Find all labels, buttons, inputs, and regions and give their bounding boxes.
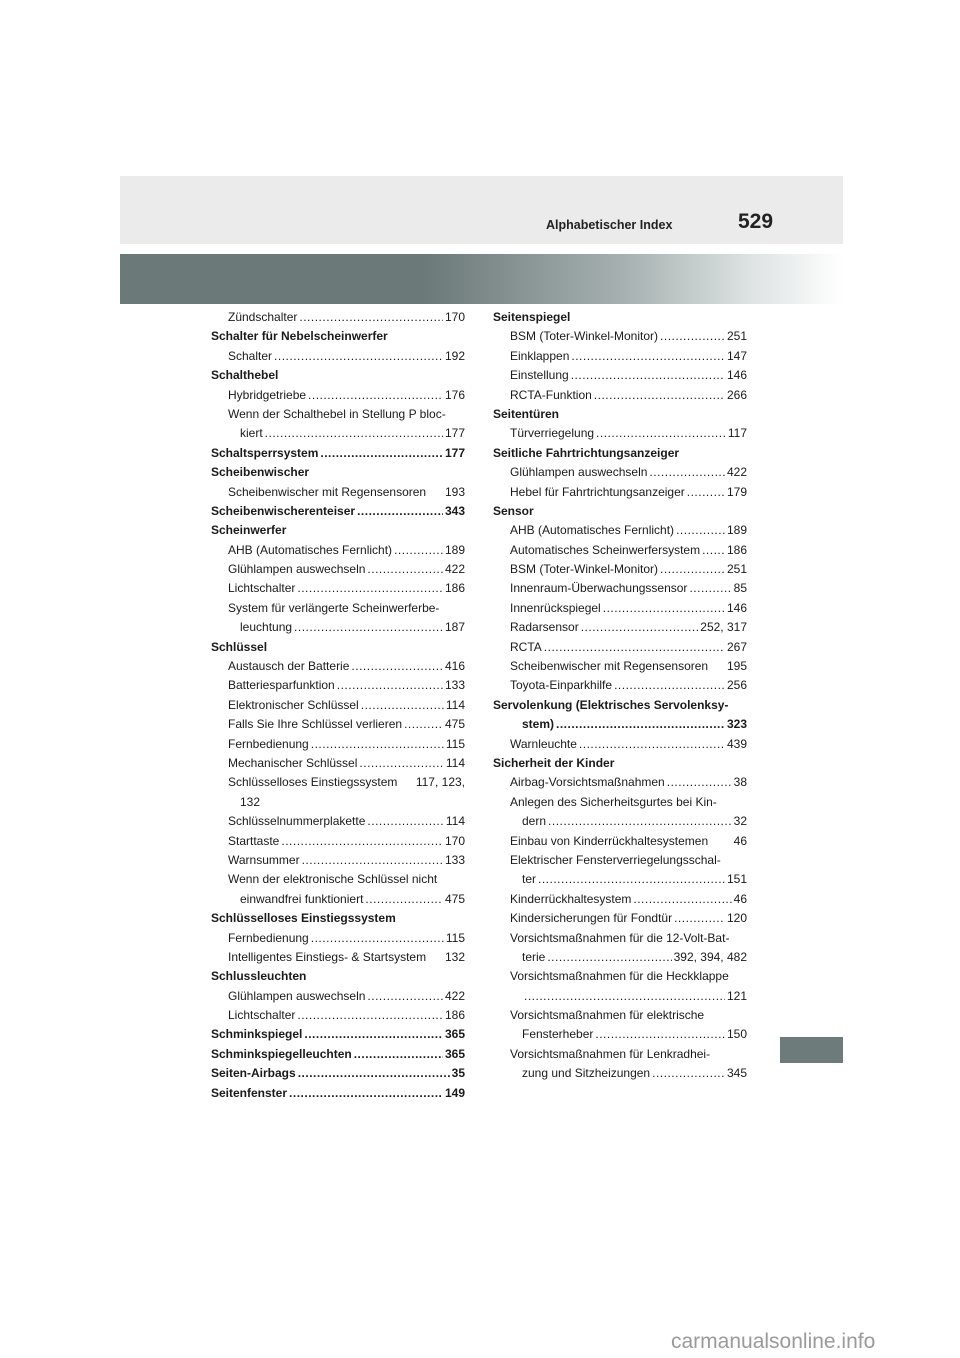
section-title: Alphabetischer Index: [546, 218, 673, 232]
index-entry-term: Fensterheber: [522, 1027, 594, 1042]
index-entry: [211, 638, 465, 657]
index-entry-term: Einklappen: [510, 348, 570, 363]
index-entry-term: Fernbedienung: [228, 930, 309, 945]
index-entry-term: Schalthebel: [211, 368, 279, 383]
index-entry: [211, 1084, 465, 1103]
dot-leader: [579, 735, 725, 754]
index-entry-page: 186: [726, 542, 747, 557]
dot-leader: [581, 618, 699, 637]
index-entry: [211, 1064, 465, 1083]
index-entry-page: 422: [726, 465, 747, 480]
dot-leader: [297, 1006, 443, 1025]
dot-leader: [320, 444, 443, 463]
thumb-index-tab: [780, 1037, 843, 1063]
index-entry: [493, 366, 747, 385]
index-entry-page: 115: [445, 930, 465, 945]
index-entry-page: 422: [444, 562, 465, 577]
index-entry-term: Elektronischer Schlüssel: [228, 697, 359, 712]
dot-leader: [311, 929, 444, 948]
index-entry-page: 251: [726, 562, 747, 577]
index-entry: [493, 793, 747, 812]
index-entry-page: 133: [444, 678, 465, 693]
index-entry-page: 195: [726, 659, 747, 674]
index-entry-term: System für verlängerte Scheinwerferbe-: [228, 600, 440, 615]
index-entry-page: 117: [727, 426, 747, 441]
index-entry-page: 151: [726, 872, 747, 887]
index-entry-term: Servolenkung (Elektrisches Servolenksy-: [493, 697, 729, 712]
index-entry-term: Starttaste: [228, 833, 280, 848]
index-entry: [493, 696, 747, 715]
index-entry-page: 114: [445, 814, 465, 829]
index-entry-term: stem): [522, 717, 555, 732]
dot-leader: [299, 308, 443, 327]
dot-leader: [660, 560, 725, 579]
index-entry: [493, 890, 747, 909]
index-column-left: [211, 308, 465, 1103]
index-entry-term: Schlüsselnummerplakette: [228, 814, 366, 829]
index-entry: [211, 967, 465, 986]
dot-leader: [357, 502, 443, 521]
dot-leader: [367, 560, 443, 579]
index-entry-term: einwandfrei funktioniert: [240, 891, 364, 906]
index-entry-term: Scheibenwischer mit Regensensoren: [228, 484, 427, 499]
index-entry: [493, 870, 747, 889]
index-entry: [211, 599, 465, 618]
index-entry-page: 267: [726, 639, 747, 654]
index-entry: [211, 405, 465, 424]
dot-leader: [359, 754, 443, 773]
index-entry-page: 177: [444, 426, 465, 441]
index-entry: [493, 1064, 747, 1083]
index-entry-page: 120: [726, 911, 747, 926]
index-entry-term: Seitenfenster: [211, 1085, 288, 1100]
index-entry-page: 439: [726, 736, 747, 751]
index-entry-page: 114: [445, 755, 465, 770]
dot-leader: [596, 424, 726, 443]
index-entry-page: 252, 317: [700, 620, 747, 635]
dot-leader: [544, 638, 725, 657]
index-entry: [211, 424, 465, 443]
index-entry-term: AHB (Automatisches Fernlicht): [510, 523, 675, 538]
dot-leader: [633, 890, 731, 909]
dot-leader: [652, 1064, 725, 1083]
dot-leader: [274, 347, 443, 366]
dot-leader: [649, 463, 725, 482]
index-entry-page: 256: [726, 678, 747, 693]
index-entry-term: Schminkspiegel: [211, 1027, 303, 1042]
index-entry-term: Scheibenwischerenteiser: [211, 503, 356, 518]
index-entry: [493, 599, 747, 618]
dot-leader: [304, 1025, 443, 1044]
index-entry-term: Hybridgetriebe: [228, 387, 307, 402]
watermark: carmanualsonline.info: [671, 1330, 876, 1353]
index-entry-page: 149: [444, 1085, 465, 1100]
dot-leader: [361, 696, 444, 715]
dot-leader: [571, 347, 725, 366]
index-entry-page: 475: [444, 891, 465, 906]
index-entry-term: Einbau von Kinderrückhaltesystemen: [510, 833, 709, 848]
index-entry-page: 189: [726, 523, 747, 538]
index-entry: [211, 1025, 465, 1044]
dot-leader: [524, 987, 725, 1006]
index-entry: [493, 386, 747, 405]
index-entry-page: 35: [451, 1066, 465, 1081]
index-entry: [493, 812, 747, 831]
index-entry-term: 132: [240, 794, 261, 809]
index-entry-term: Lichtschalter: [228, 1008, 296, 1023]
dot-leader: [297, 579, 443, 598]
index-entry: [493, 832, 747, 851]
index-entry-term: kiert: [240, 426, 263, 441]
index-entry: [211, 579, 465, 598]
index-entry: [493, 1025, 747, 1044]
index-entry-page: 251: [726, 329, 747, 344]
index-entry-term: Einstellung: [510, 368, 569, 383]
index-entry-page: 266: [726, 387, 747, 402]
index-entry: [211, 929, 465, 948]
index-column-right: [493, 308, 747, 1084]
index-entry: [493, 909, 747, 928]
index-entry-page: 46: [733, 833, 747, 848]
index-entry-page: 365: [444, 1027, 465, 1042]
index-entry: [493, 948, 747, 967]
index-entry-term: Fernbedienung: [228, 736, 309, 751]
index-entry: [493, 444, 747, 463]
index-entry-page: 192: [444, 348, 465, 363]
index-entry-page: 85: [733, 581, 747, 596]
index-entry-page: 133: [444, 852, 465, 867]
index-entry: [211, 521, 465, 540]
index-entry-term: Scheibenwischer: [211, 465, 310, 480]
index-entry-term: zung und Sitzheizungen: [522, 1066, 651, 1081]
index-entry: [493, 541, 747, 560]
index-entry: [493, 327, 747, 346]
index-entry-term: Scheibenwischer mit Regensensoren: [510, 659, 709, 674]
index-entry-page: 117, 123,: [415, 775, 465, 790]
index-entry-page: 32: [733, 814, 747, 829]
index-entry: [493, 715, 747, 734]
index-entry: [493, 618, 747, 637]
index-entry: [211, 948, 465, 967]
index-entry: [493, 521, 747, 540]
index-entry-term: BSM (Toter-Winkel-Monitor): [510, 562, 659, 577]
dot-leader: [302, 851, 443, 870]
index-entry-page: 422: [444, 988, 465, 1003]
index-entry-term: terie: [522, 949, 546, 964]
index-entry-term: RCTA-Funktion: [510, 387, 592, 402]
index-entry-term: Seitliche Fahrtrichtungsanzeiger: [493, 445, 680, 460]
index-entry-term: Glühlampen auswechseln: [510, 465, 648, 480]
index-entry: [211, 890, 465, 909]
dot-leader: [702, 541, 725, 560]
dot-leader: [594, 386, 725, 405]
index-entry-page: 132: [444, 949, 465, 964]
dot-leader: [337, 676, 443, 695]
index-entry: [493, 967, 747, 986]
index-entry: [211, 560, 465, 579]
index-entry-page: 343: [444, 503, 465, 518]
index-entry: [211, 327, 465, 346]
dot-leader: [603, 599, 725, 618]
index-entry: [211, 347, 465, 366]
index-entry-page: 170: [444, 310, 465, 324]
index-entry: [211, 483, 465, 502]
dot-leader: [571, 366, 725, 385]
index-entry-term: Toyota-Einparkhilfe: [510, 678, 613, 693]
index-entry: [211, 366, 465, 385]
dot-leader: [404, 715, 443, 734]
dot-leader: [311, 735, 444, 754]
index-entry-page: 179: [726, 484, 747, 499]
index-entry-term: Schlussleuchten: [211, 969, 307, 984]
index-entry-page: 115: [445, 736, 465, 751]
dot-leader: [614, 676, 725, 695]
index-entry-term: Wenn der Schalthebel in Stellung P bloc-: [228, 406, 446, 421]
index-entry-term: Kindersicherungen für Fondtür: [510, 911, 673, 926]
index-entry-term: Mechanischer Schlüssel: [228, 755, 358, 770]
index-entry-page: 365: [444, 1046, 465, 1061]
dot-leader: [660, 327, 725, 346]
dot-leader: [265, 424, 443, 443]
index-entry: [211, 618, 465, 637]
index-entry: [211, 773, 465, 792]
index-entry-term: Seitenspiegel: [493, 310, 571, 324]
dot-leader: [547, 948, 671, 967]
index-entry-term: ter: [522, 872, 537, 887]
index-entry: [493, 1045, 747, 1064]
index-entry: [493, 929, 747, 948]
index-entry-page: 392, 394, 482: [673, 949, 747, 964]
index-entry-page: 475: [444, 717, 465, 732]
dot-leader: [294, 618, 443, 637]
index-entry: [493, 638, 747, 657]
dot-leader: [281, 832, 443, 851]
index-entry-term: Elektrischer Fensterverriegelungsschal-: [510, 852, 721, 867]
index-entry-page: 46: [733, 891, 747, 906]
dot-leader: [595, 1025, 725, 1044]
index-entry: [493, 347, 747, 366]
index-entry-term: dern: [522, 814, 547, 829]
index-entry: [211, 812, 465, 831]
index-entry: [493, 987, 747, 1006]
index-entry: [493, 1006, 747, 1025]
index-entry-term: leuchtung: [240, 620, 293, 635]
index-entry: [493, 579, 747, 598]
dot-leader: [556, 715, 725, 734]
index-entry: [211, 754, 465, 773]
index-entry: [211, 502, 465, 521]
dot-leader: [351, 657, 443, 676]
index-entry-page: 150: [726, 1027, 747, 1042]
index-entry-term: Schlüsselloses Einstiegssystem: [211, 911, 396, 926]
index-entry-page: 146: [726, 368, 747, 383]
header-band: [120, 176, 843, 244]
index-entry-term: Vorsichtsmaßnahmen für die Heckklappe: [510, 969, 729, 984]
dot-leader: [367, 987, 443, 1006]
index-entry-term: Austausch der Batterie: [228, 659, 350, 674]
index-entry-term: Schalter für Nebelscheinwerfer: [211, 329, 388, 344]
dot-leader: [689, 579, 731, 598]
index-entry: [211, 308, 465, 327]
index-entry: [493, 483, 747, 502]
index-entry-page: 146: [726, 600, 747, 615]
index-entry-term: AHB (Automatisches Fernlicht): [228, 542, 393, 557]
index-entry-page: 147: [726, 348, 747, 363]
index-entry-term: Vorsichtsmaßnahmen für elektrische: [510, 1008, 705, 1023]
index-entry: [211, 386, 465, 405]
index-entry-term: Sensor: [493, 503, 534, 518]
dot-leader: [676, 521, 725, 540]
index-entry-term: Zündschalter: [228, 310, 298, 324]
index-entry-term: Batteriesparfunktion: [228, 678, 335, 693]
page-number: 529: [738, 210, 774, 233]
index-entry: [493, 735, 747, 754]
dot-leader: [308, 386, 443, 405]
dot-leader: [365, 890, 443, 909]
index-entry: [493, 657, 747, 676]
index-entry-term: Schalter: [228, 348, 273, 363]
index-entry: [493, 424, 747, 443]
index-entry-term: Airbag-Vorsichtsmaßnahmen: [510, 775, 665, 790]
index-entry: [493, 851, 747, 870]
index-entry-page: 121: [726, 988, 747, 1003]
index-entry-page: 323: [726, 717, 747, 732]
index-entry-term: Innenrückspiegel: [510, 600, 601, 615]
dot-leader: [674, 909, 725, 928]
index-entry-term: Glühlampen auswechseln: [228, 988, 366, 1003]
index-entry-term: Scheinwerfer: [211, 523, 287, 538]
index-entry-page: 177: [444, 445, 465, 460]
index-entry: [493, 308, 747, 327]
index-entry: [211, 851, 465, 870]
index-entry-term: BSM (Toter-Winkel-Monitor): [510, 329, 659, 344]
index-entry-term: Schaltsperrsystem: [211, 445, 319, 460]
index-entry: [211, 541, 465, 560]
index-entry: [493, 560, 747, 579]
index-entry: [211, 463, 465, 482]
index-entry-term: Anlegen des Sicherheitsgurtes bei Kin-: [510, 794, 717, 809]
index-entry-term: Kinderrückhaltesystem: [510, 891, 632, 906]
index-entry-term: Schlüssel: [211, 639, 268, 654]
dot-leader: [289, 1084, 443, 1103]
index-entry: [493, 502, 747, 521]
index-entry: [493, 676, 747, 695]
index-entry-page: 114: [445, 697, 465, 712]
index-entry-term: RCTA: [510, 639, 542, 654]
dot-leader: [367, 812, 443, 831]
index-entry-term: Sicherheit der Kinder: [493, 755, 615, 770]
index-entry: [211, 832, 465, 851]
index-entry-page: 193: [444, 484, 465, 499]
index-entry-term: Schlüsselloses Einstiegssystem: [228, 775, 398, 790]
index-entry-page: 189: [444, 542, 465, 557]
gradient-bar: [120, 254, 843, 304]
index-entry: [211, 735, 465, 754]
index-entry: [493, 463, 747, 482]
index-entry: [493, 773, 747, 792]
index-entry-page: 176: [444, 387, 465, 402]
index-entry-term: Vorsichtsmaßnahmen für Lenkradhei-: [510, 1046, 711, 1061]
index-entry: [211, 1006, 465, 1025]
index-entry-term: Warnsummer: [228, 852, 300, 867]
index-entry-term: Radarsensor: [510, 620, 579, 635]
index-entry-term: Warnleuchte: [510, 736, 577, 751]
index-entry: [211, 715, 465, 734]
index-entry: [211, 909, 465, 928]
dot-leader: [298, 1064, 450, 1083]
index-entry: [211, 444, 465, 463]
index-entry-term: Vorsichtsmaßnahmen für die 12-Volt-Bat-: [510, 930, 730, 945]
index-entry: [211, 987, 465, 1006]
index-entry-page: 170: [444, 833, 465, 848]
index-entry-term: Türverriegelung: [510, 426, 595, 441]
index-entry-term: Falls Sie Ihre Schlüssel verlieren: [228, 717, 403, 732]
index-entry-term: Seiten-Airbags: [211, 1066, 296, 1081]
index-entry-page: 186: [444, 1008, 465, 1023]
index-entry: [493, 754, 747, 773]
index-entry-page: 38: [733, 775, 747, 790]
index-entry-term: Seitentüren: [493, 406, 560, 421]
index-entry-page: 186: [444, 581, 465, 596]
index-entry-term: Lichtschalter: [228, 581, 296, 596]
dot-leader: [687, 483, 725, 502]
dot-leader: [354, 1045, 443, 1064]
dot-leader: [667, 773, 732, 792]
dot-leader: [394, 541, 443, 560]
index-entry-term: Innenraum-Überwachungssensor: [510, 581, 688, 596]
index-entry-term: Automatisches Scheinwerfersystem: [510, 542, 701, 557]
index-entry: [211, 870, 465, 889]
index-entry-term: Schminkspiegelleuchten: [211, 1046, 352, 1061]
dot-leader: [548, 812, 732, 831]
index-entry: [211, 793, 465, 812]
index-entry-page: 345: [726, 1066, 747, 1081]
index-entry-term: Intelligentes Einstiegs- & Startsystem: [228, 949, 427, 964]
index-entry-page: 416: [444, 659, 465, 674]
index-entry-term: Hebel für Fahrtrichtungsanzeiger: [510, 484, 685, 499]
index-entry: [211, 1045, 465, 1064]
index-entry-term: Wenn der elektronische Schlüssel nicht: [228, 872, 438, 887]
index-entry-page: 187: [444, 620, 465, 635]
index-entry: [493, 405, 747, 424]
dot-leader: [538, 870, 725, 889]
index-entry: [211, 657, 465, 676]
index-entry: [211, 676, 465, 695]
index-entry: [211, 696, 465, 715]
index-entry-term: Glühlampen auswechseln: [228, 562, 366, 577]
